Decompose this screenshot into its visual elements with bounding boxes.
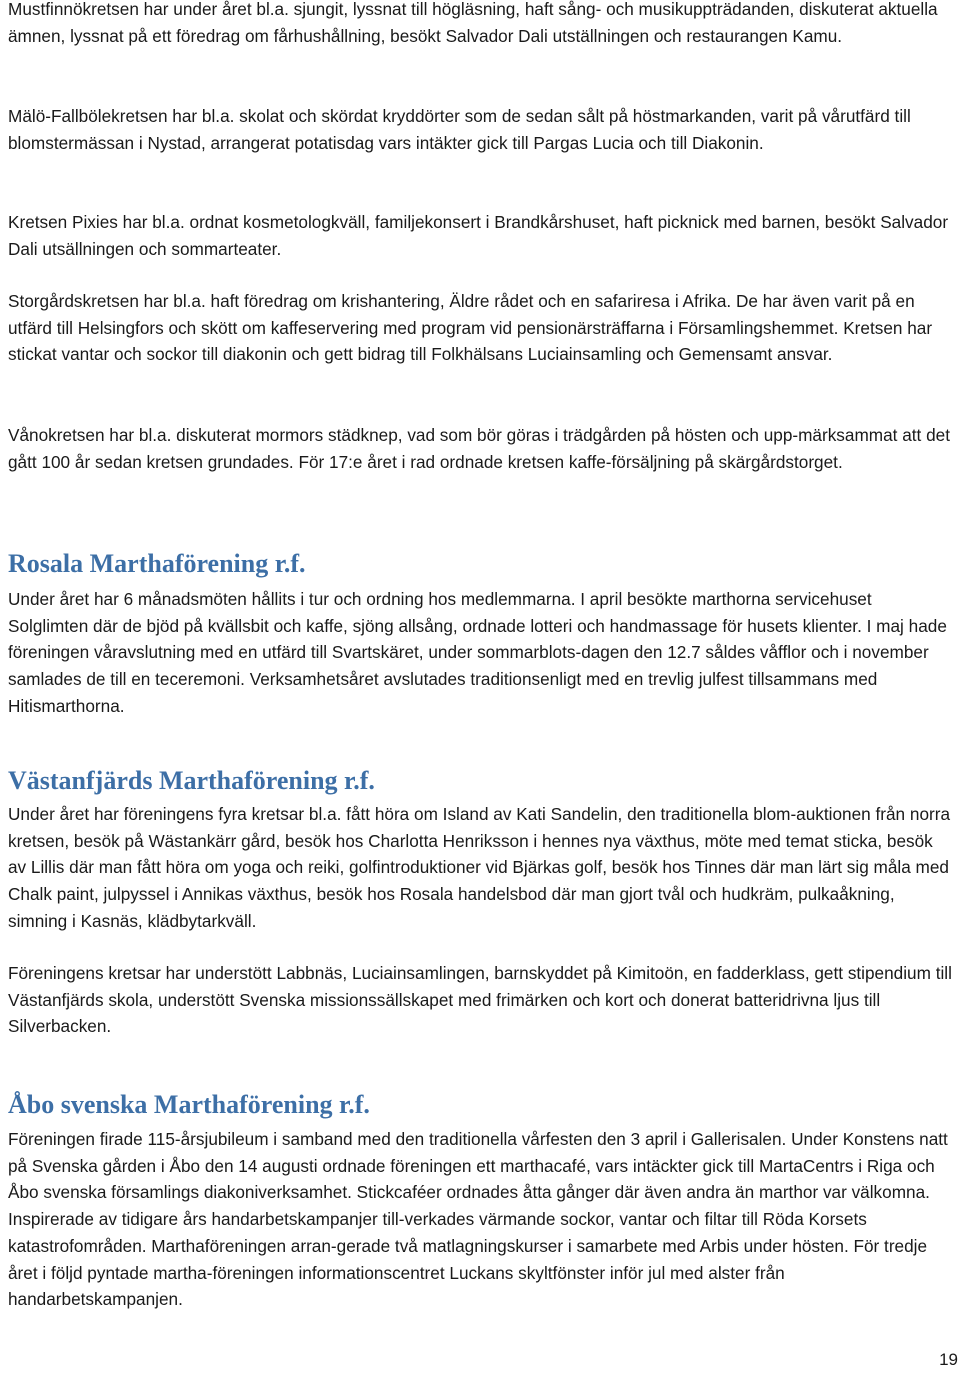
paragraph-storgard: Storgårdskretsen har bl.a. haft föredrag om krishantering, Äldre rådet och en safariresa i Afrika. De har även varit på en utfärd till Helsingfors och skött om kaffeservering med program vid pensionärsträffarna i Församlingshemmet. Kretsen har stickat vantar och sockor till diakonin och gett bidrag till Folkhälsans Luciainsamling och Gemensamt ansvar. [8, 291, 933, 365]
heading-rosala: Rosala Marthaförening r.f. [8, 549, 306, 578]
paragraph-malo-fallbole: Mälö-Fallbölekretsen har bl.a. skolat och skördat kryddörter som de sedan sålt på höstmarkanden, varit på vårutfärd till blomstermässan i Nystad, arrangerat potatisdag vars intäkter gick till Pargas Lucia och till Diakonin. [8, 106, 911, 153]
paragraph-pixies: Kretsen Pixies har bl.a. ordnat kosmetologkväll, familjekonsert i Brandkårshuset, haft picknick med barnen, besökt Salvador Dali utsällningen och sommarteater. [8, 212, 949, 259]
paragraph-rosala: Under året har 6 månadsmöten hållits i tur och ordning hos medlemmarna. I april besökte marthorna servicehuset Solglimten där de bjöd på kvällsbit och kaffe, sjöng allsång, ordnade lotteri och handmassage för husets klienter. I maj hade föreningen våravslutning med en utfärd till Svartskäret, under sommarblots-dagen den 12.7 såldes våfflor och i november samlades de till en teceremoni. Verksamhetsåret avslutades traditionsenligt med en trevlig julfest tillsammans med Hitismarthorna. [8, 589, 947, 716]
paragraph-abo: Föreningen firade 115-årsjubileum i samband med den traditionella vårfesten den 3 april i Gallerisalen. Under Konstens natt på Svenska gården i Åbo den 14 augusti ordnade föreningen ett marthacafé, vars intäckter gick till MartaCentrs i Riga och Åbo svenska församlings diakoniverksamhet. Stickcaféer ordnades åtta gånger där även andra än marthor var välkomna. Inspirerade av tidigare års handarbetskampanjer till-verkades värmande sockor, vantar och filtar till Röda Korsets katastrofområden. Marthaföreningen arran-gerade två matlagningskurser i samarbete med Arbis under hösten. För tredje året i följd pyntade martha-föreningen informationscentret Luckans skyltfönster inför jul med alster från handarbetskampanjen. [8, 1129, 948, 1310]
heading-vastanfjard: Västanfjärds Marthaförening r.f. [8, 766, 375, 795]
paragraph-mustfinno: Mustfinnökretsen har under året bl.a. sjungit, lyssnat till högläsning, haft sång- och musikuppträdanden, diskuterat aktuella ämnen, lyssnat på ett föredrag om fårhushållning, besökt Salvador Dali utställningen och restaurangen Kamu. [8, 0, 938, 46]
page-number: 19 [939, 1350, 958, 1369]
paragraph-vastanfjard-2: Föreningens kretsar har understött Labbnäs, Luciainsamlingen, barnskyddet på Kimitoön, en fadderklass, gett stipendium till Västanfjärds skola, understött Svenska missionssällskapet med frimärken och kort och donerat batteridrivna ljus till Silverbacken. [8, 963, 952, 1037]
heading-abo: Åbo svenska Marthaförening r.f. [8, 1090, 370, 1119]
paragraph-vastanfjard-1: Under året har föreningens fyra kretsar bl.a. fått höra om Island av Kati Sandelin, den traditionella blom-auktionen från norra kretsen, besök på Wästankärr gård, besök hos Charlotta Henriksson i hennes nya växthus, möte med temat sticka, besök av Lillis där man fått höra om yoga och reiki, golfintroduktioner vid Bjärkas golf, besök hos Tinnes där man lärt sig måla med Chalk paint, julpyssel i Annikas växthus, besök hos Rosala handelsbod där man gjort tvål och hudkräm, pulkaåkning, simning i Kasnäs, klädbytarkväll. [8, 804, 951, 931]
paragraph-vano: Vånokretsen har bl.a. diskuterat mormors städknep, vad som bör göras i trädgården på hösten och upp-märksammat att det gått 100 år sedan kretsen grundades. För 17:e året i rad ordnade kretsen kaffe-försäljning på skärgårdstorget. [8, 425, 950, 472]
